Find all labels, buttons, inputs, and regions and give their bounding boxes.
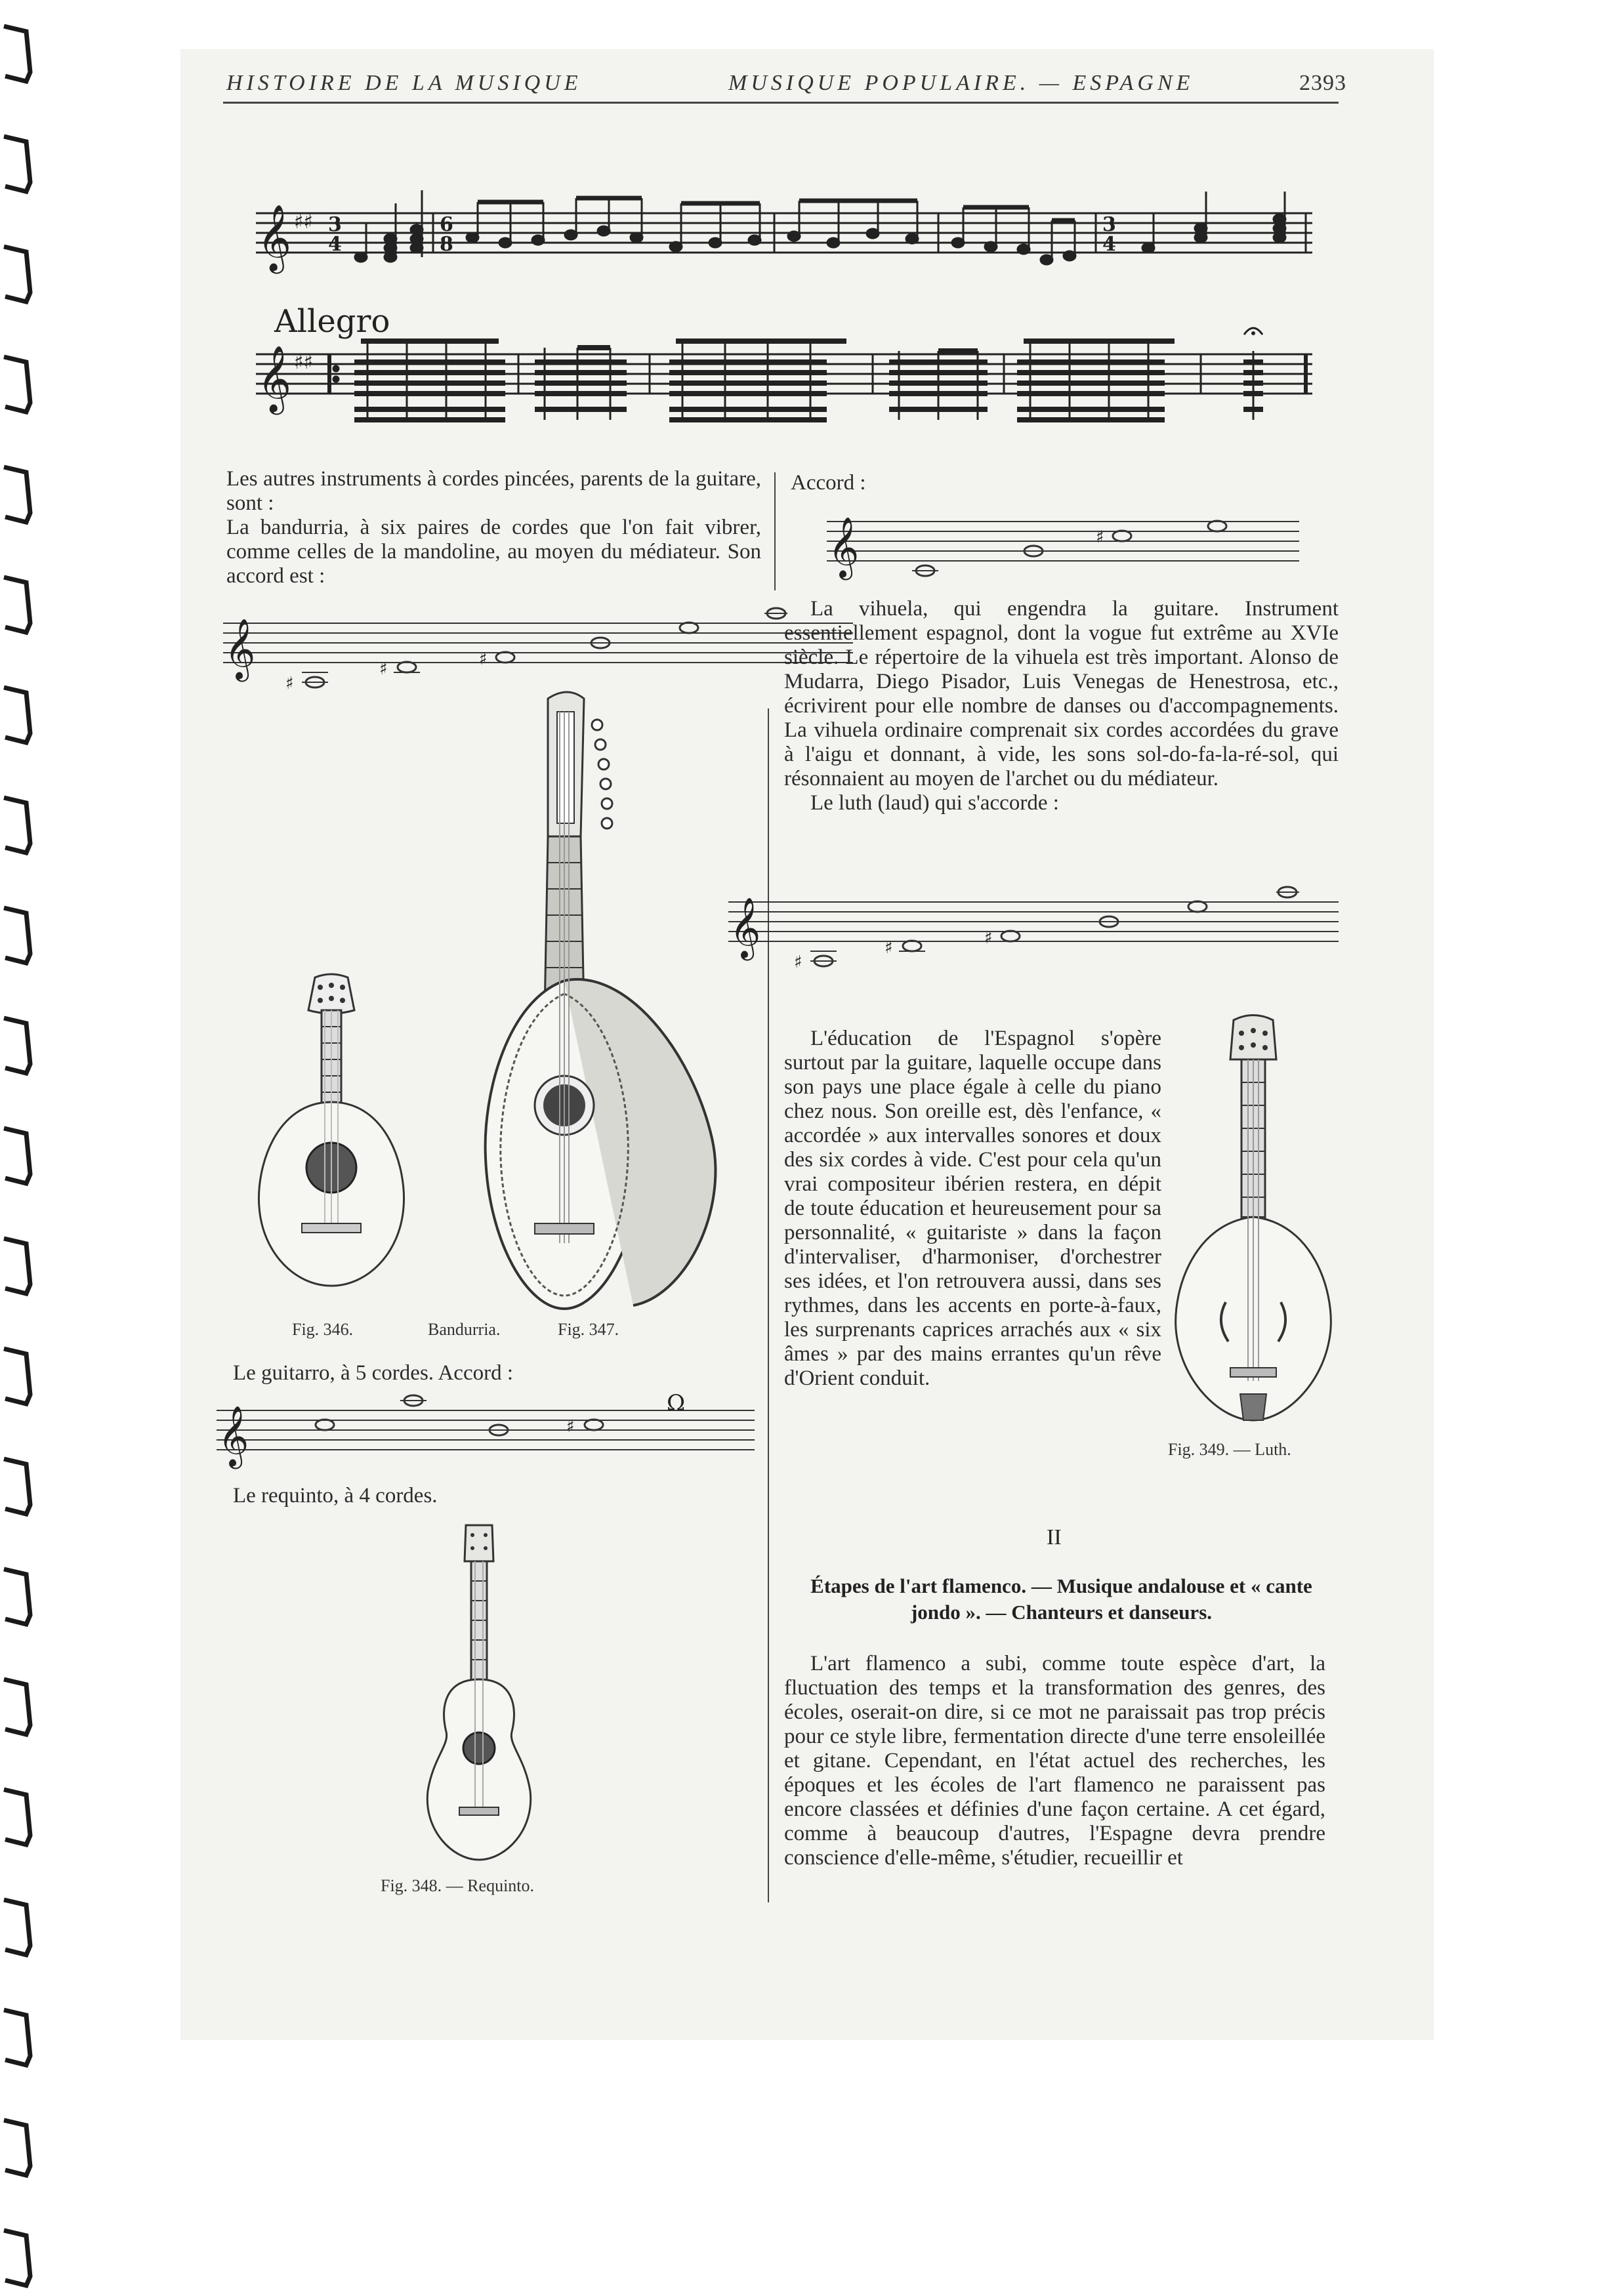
svg-text:♯♯: ♯♯ (294, 211, 314, 234)
svg-text:♯: ♯ (885, 938, 893, 958)
fig-348-caption: Fig. 348. — Requinto. (381, 1876, 535, 1895)
fig-346-bandurria-illustration (256, 971, 413, 1299)
svg-text:𝄞: 𝄞 (224, 618, 256, 679)
spiral-binding (0, 0, 52, 2296)
bandurria-label: Bandurria. (428, 1320, 501, 1339)
binding-coil (4, 687, 30, 743)
flamenco-block (784, 1652, 1325, 1870)
binding-coil (4, 136, 30, 192)
svg-text:Ω: Ω (667, 1391, 686, 1416)
education-text: L'éducation de l'Espagnol s'opère surtout par la guitare, laquelle occupe dans son pays une place égale à celle du piano chez nous. Son oreille est, dès l'enfance, « accordée » aux intervalles sonores et doux des six cordes à vide. C'est pour cela qu'un vrai compositeur ibérien restera, en dépit de toute éducation et heureusement pour sa personnalité, « guitariste » dans la façon d'intervaliser, d'harmoniser, d'orchestrer ses idées, et l'on retrouvera aussi, dans ses rythmes, dans les accents en porte-à-faux, les surprenants caprices arrachés aux « six âmes » par des mains errantes qu'un rêve d'Orient conduit. (784, 1027, 1161, 1390)
binding-coil (4, 1128, 30, 1183)
svg-text:𝄞: 𝄞 (257, 344, 292, 412)
binding-coil (4, 1459, 30, 1514)
intro-paragraph: Les autres instruments à cordes pincées, parents de la guitare, sont : (226, 467, 761, 515)
binding-coil (4, 1018, 30, 1073)
svg-text:6: 6 (440, 213, 453, 236)
binding-coil (4, 2120, 30, 2175)
svg-text:𝄞: 𝄞 (218, 1405, 249, 1466)
binding-coil (4, 467, 30, 522)
flamenco-paragraph (784, 1652, 1325, 1870)
luth-text: Le luth (laud) qui s'accorde : (810, 791, 1059, 815)
svg-text:3: 3 (328, 213, 342, 236)
binding-coil (4, 1239, 30, 1294)
vihuela-block (784, 597, 1339, 815)
vihuela-text: La vihuela, qui engendra la guitare. Instrument essentiellement espagnol, dont la vogue fut extrême au XVIe siècle. Le répertoire de la vihuela est très important. Alonso de Mudarra, Diego Pisador, Luis Venegas de Henestrosa, etc., écrivirent pour elle nombre de danses ou d'accompagnements. La vihuela ordinaire comprenait six cordes accordées du grave à l'aigu et donnant, à vide, les sons sol-do-fa-la-ré-sol, qui résonnaient au moyen de l'archet ou du médiateur. (784, 597, 1339, 790)
education-paragraph (784, 1027, 1161, 1391)
fig-347-caption: Fig. 347. (558, 1320, 619, 1339)
binding-coil (4, 1679, 30, 1734)
binding-coil (4, 908, 30, 963)
fig-348-requinto-illustration (420, 1522, 538, 1870)
binding-coil (4, 798, 30, 853)
binding-coil (4, 1349, 30, 1404)
section-number: II (1047, 1525, 1062, 1549)
accord-label: Accord : (791, 471, 866, 495)
svg-text:♯: ♯ (379, 659, 388, 679)
fig-349-luth-illustration (1168, 1014, 1339, 1433)
svg-text:♯: ♯ (479, 649, 488, 669)
svg-text:♯: ♯ (794, 953, 802, 972)
column-rule-top (774, 472, 776, 590)
binding-coil (4, 357, 30, 412)
binding-coil (4, 247, 30, 302)
page-number: 2393 (1299, 71, 1346, 95)
running-header-center: MUSIQUE POPULAIRE. — ESPAGNE (728, 71, 1194, 95)
svg-text:8: 8 (440, 233, 453, 256)
section-title: Étapes de l'art flamenco. — Musique andalouse et « cante jondo ». — Chanteurs et danseurs. (810, 1574, 1312, 1624)
fig-347-bandurria-illustration (469, 686, 732, 1315)
tempo-marking: Allegro (274, 303, 390, 340)
binding-coil (4, 577, 30, 632)
binding-coil (4, 2230, 30, 2286)
svg-text:3: 3 (1102, 213, 1116, 236)
music-staff-1 (256, 184, 1319, 295)
svg-text:𝄞: 𝄞 (730, 897, 761, 958)
guitarro-line: Le guitarro, à 5 cordes. Accord : (233, 1361, 514, 1385)
svg-text:♯: ♯ (984, 928, 993, 948)
requinto-line: Le requinto, à 4 cordes. (233, 1484, 438, 1507)
binding-coil (4, 26, 30, 81)
luth-tuning-staff (728, 882, 1339, 981)
svg-text:4: 4 (328, 233, 342, 256)
vihuela-accord-staff (827, 508, 1299, 581)
flamenco-text: L'art flamenco a subi, comme toute espèce d'art, la fluctuation des temps et la transformation des genres, des écoles, oserait-on dire, si ce mot ne paraissait pas trop précis pour ce style libre, fermentation directe d'une terre ensoleillée et gitane. Cependant, en l'état actuel des recherches, les époques et les écoles de l'art flamenco ne paraissent pas encore classées et définies d'une façon certaine. A cet égard, comme à beaucoup d'autres, l'Espagne devra prendre conscience d'elle-même, s'étudier, recueillir et (784, 1652, 1325, 1870)
vihuela-paragraph (784, 597, 1339, 791)
svg-text:♯♯: ♯♯ (294, 351, 314, 374)
svg-text:𝄞: 𝄞 (257, 203, 292, 271)
bandurria-paragraph: La bandurria, à six paires de cordes que l'on fait vibrer, comme celles de la mandoline, au moyen du médiateur. Son accord est : (226, 516, 761, 588)
music-staff-2 (256, 315, 1319, 446)
fig-346-caption: Fig. 346. (292, 1320, 354, 1339)
binding-coil (4, 1900, 30, 1955)
intro-block (226, 467, 761, 588)
svg-text:♯: ♯ (285, 674, 294, 693)
education-block (784, 1027, 1161, 1391)
svg-text:4: 4 (1102, 233, 1116, 256)
guitarro-tuning-staff (217, 1391, 755, 1469)
svg-text:♯: ♯ (566, 1417, 575, 1437)
luth-line (784, 791, 1339, 815)
svg-text:♯: ♯ (1096, 527, 1104, 547)
binding-coil (4, 1790, 30, 1845)
binding-coil (4, 2010, 30, 2065)
running-header-left: HISTOIRE DE LA MUSIQUE (226, 71, 582, 95)
fig-349-caption: Fig. 349. — Luth. (1168, 1440, 1291, 1459)
binding-coil (4, 1569, 30, 1624)
header-rule (223, 102, 1339, 104)
svg-text:𝄞: 𝄞 (828, 516, 860, 577)
